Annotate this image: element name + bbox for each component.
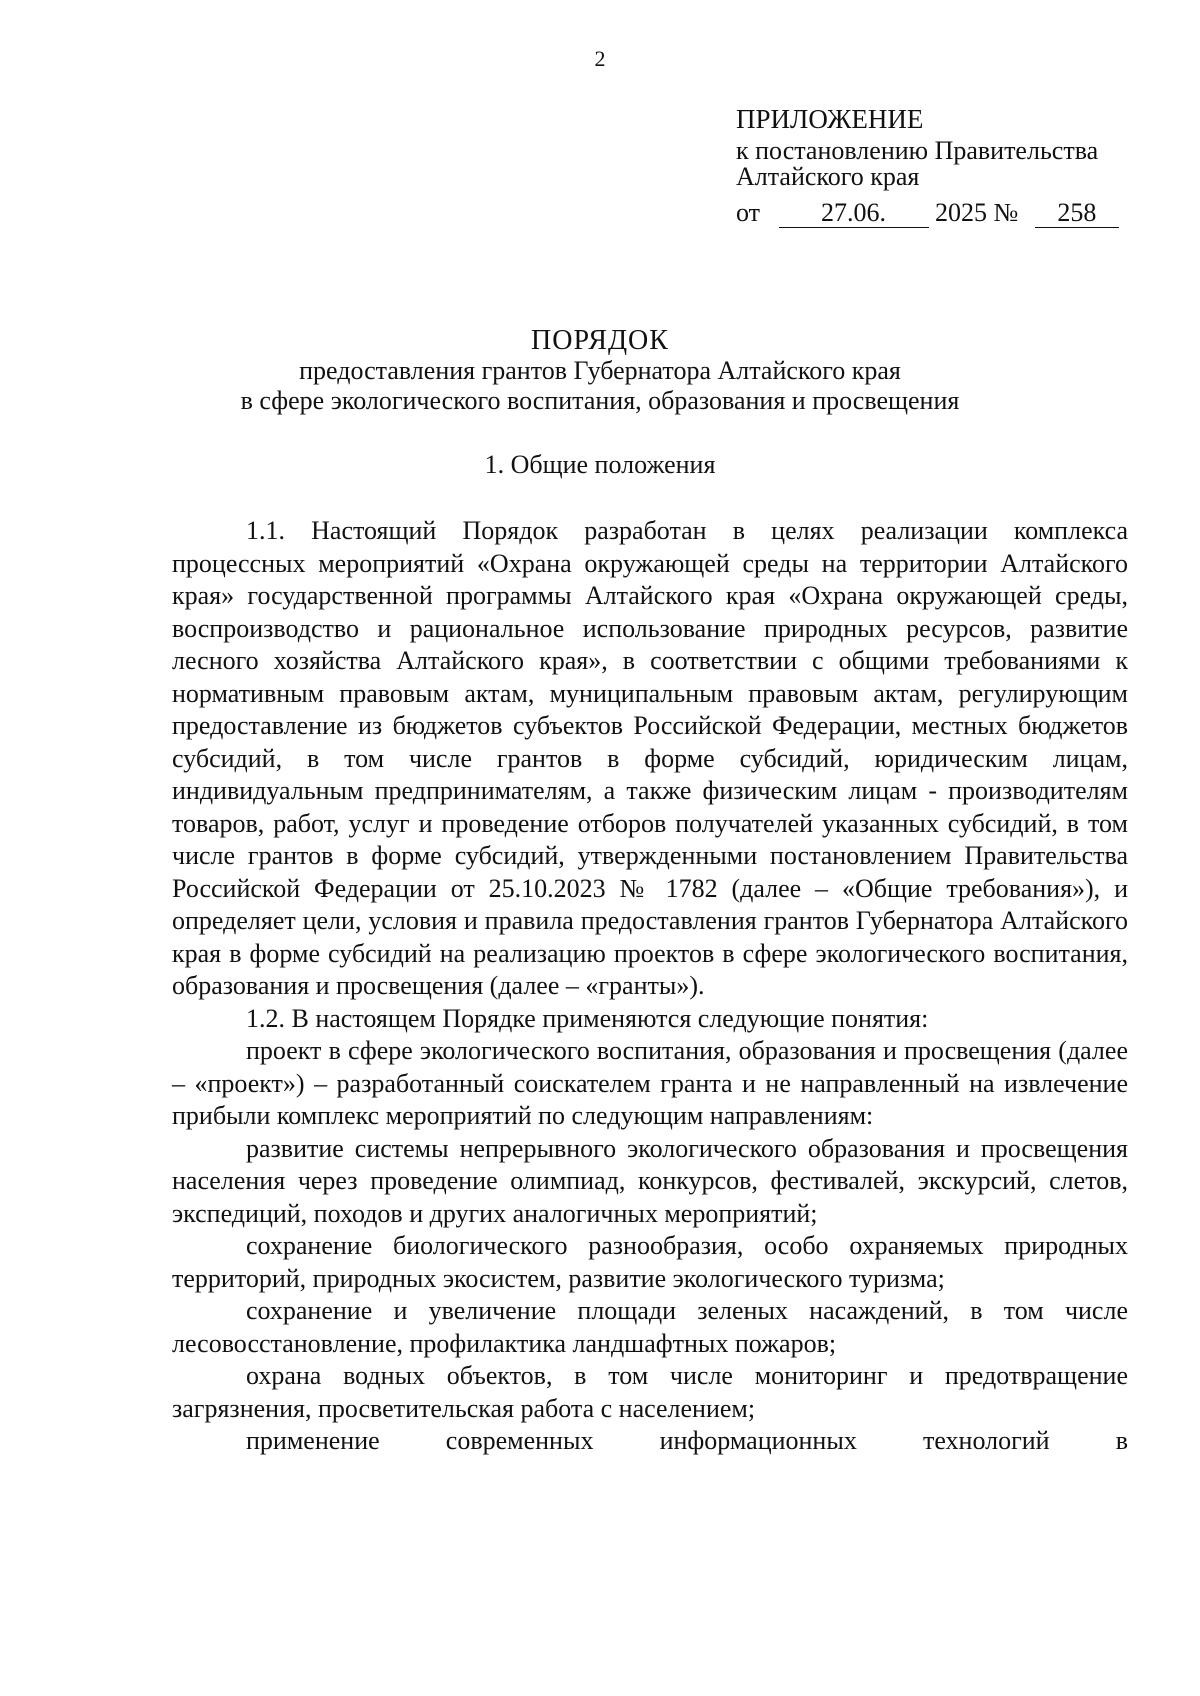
year-label: 2025 № (935, 198, 1019, 227)
appendix-title: ПРИЛОЖЕНИЕ (736, 104, 924, 134)
section-heading: 1. Общие положения (484, 450, 716, 479)
date-prefix: от (736, 198, 761, 227)
paragraph: охрана водных объектов, в том числе мониторинг и предотвращение загрязнения, просветительская работа с населением; (172, 1361, 1128, 1423)
appendix-block (736, 106, 1176, 228)
paragraph: сохранение биологического разнообразия, особо охраняемых природных территорий, природных экосистем, развитие экологического туризма; (172, 1231, 1128, 1293)
document-number: 258 (1035, 200, 1119, 228)
document-title-block (0, 326, 1200, 416)
document-title: ПОРЯДОК (531, 325, 669, 356)
appendix-date-line (736, 200, 1176, 228)
appendix-line-2: Алтайского края (736, 162, 920, 191)
document-subtitle-line-1: предоставления грантов Губернатора Алтайского края (299, 356, 901, 385)
paragraph: сохранение и увеличение площади зеленых насаждений, в том числе лесовосстановление, профилактика ландшафтных пожаров; (172, 1296, 1128, 1358)
appendix-line-1: к постановлению Правительства (736, 136, 1099, 165)
paragraph: 1.1. Настоящий Порядок разработан в целях реализации комплекса процессных мероприятий «Охрана окружающей среды на территории Алтайского края» государственной программы Алтайского края «Охрана окружающей среды, воспроизводство и рациональное использование природных ресурсов, развитие лесного хозяйства Алтайского края», в соответствии с общими требованиями к нормативным правовым актам, муниципальным правовым актам, регулирующим предоставление из бюджетов субъектов Российской Федерации, местных бюджетов субсидий, в том числе грантов в форме субсидий, юридическим лицам, индивидуальным предпринимателям, а также физическим лицам - производителям товаров, работ, услуг и проведение отборов получателей указанных субсидий, в том числе грантов в форме субсидий, утвержденными постановлением Правительства Российской Федерации от 25.10.2023 № 1782 (далее – «Общие требования»), и определяет цели, условия и правила предоставления грантов Губернатора Алтайского края в форме субсидий на реализацию проектов в сфере экологического воспитания, образования и просвещения (далее – «гранты»). (172, 516, 1128, 1000)
date-value: 27.06. (779, 200, 929, 228)
document-body (172, 515, 1128, 1458)
paragraph: проект в сфере экологического воспитания, образования и просвещения (далее – «проект») – разработанный соискателем гранта и не направленный на извлечение прибыли комплекс мероприятий по следующим направлениям: (172, 1036, 1128, 1130)
paragraph: 1.2. В настоящем Порядке применяются следующие понятия: (246, 1003, 929, 1033)
paragraph: развитие системы непрерывного экологического образования и просвещения населения через проведение олимпиад, конкурсов, фестивалей, экскурсий, слетов, экспедиций, походов и других аналогичных мероприятий; (172, 1133, 1128, 1228)
paragraph: применение современных информационных технологий в (246, 1426, 1128, 1455)
page-number: 2 (594, 46, 606, 71)
document-subtitle-line-2: в сфере экологического воспитания, образования и просвещения (240, 386, 960, 415)
